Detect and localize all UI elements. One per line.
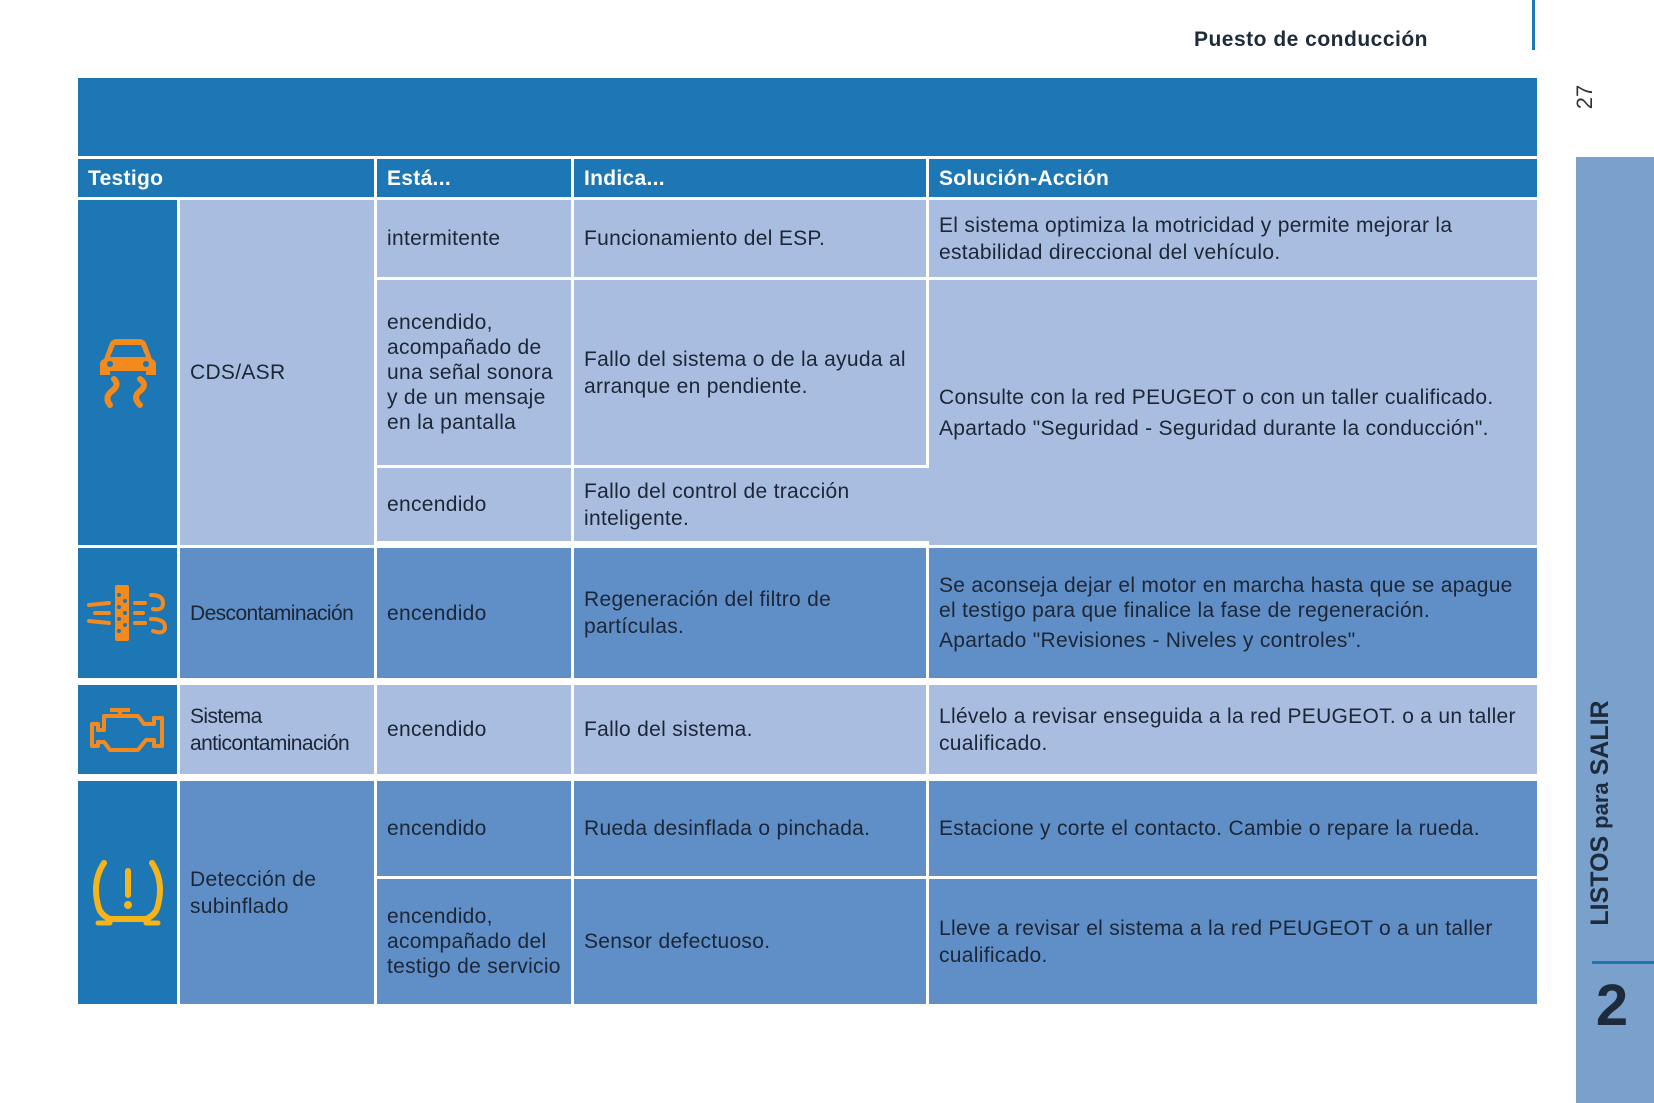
cds-r3-esta: encendido	[377, 468, 574, 548]
anticont-solucion: Llévelo a revisar enseguida a la red PEUGEOT. o a un taller cualificado.	[929, 685, 1537, 781]
cds-name: CDS/ASR	[180, 200, 377, 548]
chapter-word-2: para	[1588, 782, 1613, 829]
subinflado-r1-indica: Rueda desinflada o pinchada.	[574, 781, 929, 879]
col-header-solucion: Solución-Acción	[929, 156, 1537, 200]
tire-pressure-icon	[88, 857, 168, 929]
cds-r2-esta: encendido, acompañado de una señal sonora y de un mensaje en la pantalla	[377, 280, 574, 468]
cds-r1-solucion: El sistema optimiza la motricidad y permite mejorar la estabilidad direccional del vehículo.	[929, 200, 1537, 280]
col-header-esta: Está...	[377, 156, 574, 200]
col-header-indica: Indica...	[574, 156, 929, 200]
cds-r2-indica: Fallo del sistema o de la ayuda al arranque en pendiente.	[574, 280, 929, 468]
descont-solucion-line-2: Apartado "Revisiones - Niveles y controles".	[939, 628, 1362, 652]
cds-r1-indica: Funcionamiento del ESP.	[574, 200, 929, 280]
table-row	[78, 200, 1537, 280]
descont-solucion-line-1: Se aconseja dejar el motor en marcha hasta que se apague el testigo para que finalice la fase de regeneración.	[939, 573, 1513, 622]
subinflado-r2-esta: encendido, acompañado del testigo de servicio	[377, 879, 574, 1007]
cds-solucion-line-2: Apartado "Seguridad - Seguridad durante la conducción".	[939, 416, 1489, 440]
particle-filter-icon	[85, 581, 171, 645]
table-banner	[78, 78, 1537, 156]
descont-esta: encendido	[377, 548, 574, 685]
anticont-indica: Fallo del sistema.	[574, 685, 929, 781]
engine-icon	[88, 702, 168, 758]
chapter-title	[1582, 693, 1618, 933]
table-header-row	[78, 156, 1537, 200]
cds-solucion-line-1: Consulte con la red PEUGEOT o con un taller cualificado.	[939, 385, 1494, 409]
table-row	[78, 781, 1537, 879]
subinflado-r2-solucion: Lleve a revisar el sistema a la red PEUGEOT o a un taller cualificado.	[929, 879, 1537, 1007]
subinflado-r2-indica: Sensor defectuoso.	[574, 879, 929, 1007]
skid-car-icon	[90, 333, 166, 413]
cds-r1-esta: intermitente	[377, 200, 574, 280]
descont-solucion	[929, 548, 1537, 685]
subinflado-name: Detección de subinflado	[180, 781, 377, 1007]
table-row	[78, 548, 1537, 685]
page-number: 27	[1572, 84, 1597, 110]
subinflado-r1-solucion: Estacione y corte el contacto. Cambie o repare la rueda.	[929, 781, 1537, 879]
chapter-word-1: LISTOS	[1586, 835, 1614, 926]
descont-indica: Regeneración del filtro de partículas.	[574, 548, 929, 685]
subinflado-icon-cell	[78, 781, 180, 1007]
cds-r2-solucion	[929, 280, 1537, 548]
subinflado-r1-esta: encendido	[377, 781, 574, 879]
cds-icon-cell	[78, 200, 180, 548]
warning-lights-table	[78, 78, 1537, 1007]
cds-r3-indica: Fallo del control de tracción inteligente.	[574, 468, 929, 548]
chapter-word-3: SALIR	[1586, 700, 1614, 776]
descont-icon-cell	[78, 548, 180, 685]
table-row	[78, 685, 1537, 781]
col-header-testigo: Testigo	[78, 156, 377, 200]
header-rule	[1532, 0, 1535, 50]
chapter-rule	[1592, 961, 1654, 964]
section-title: Puesto de conducción	[1193, 28, 1428, 51]
anticont-esta: encendido	[377, 685, 574, 781]
anticont-name: Sistema anticontaminación	[180, 685, 377, 781]
anticont-icon-cell	[78, 685, 180, 781]
chapter-number: 2	[1595, 973, 1629, 1038]
descont-name: Descontaminación	[180, 548, 377, 685]
